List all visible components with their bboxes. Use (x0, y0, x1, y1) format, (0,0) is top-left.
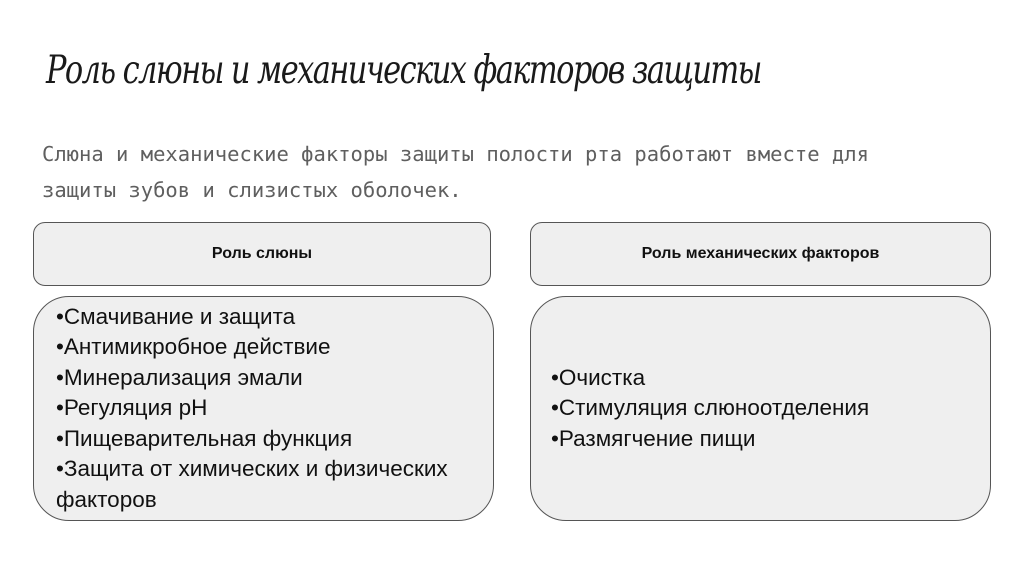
list-item: •Стимуляция слюноотделения (551, 395, 870, 421)
mechanical-factors-header (530, 222, 991, 286)
mechanical-factors-list (530, 296, 991, 521)
list-item: •Минерализация эмали (56, 364, 303, 390)
list-item: •Регуляция pH (56, 395, 208, 421)
saliva-role-list (33, 296, 494, 521)
saliva-role-heading: Роль слюны (211, 245, 313, 262)
slide-title: Роль слюны и механических факторов защиты (46, 48, 761, 93)
list-item: •Защита от химических и физических факторов (56, 456, 448, 512)
saliva-role-header (33, 222, 491, 286)
list-item: •Размягчение пищи (551, 425, 756, 451)
list-item: •Пищеварительная функция (56, 425, 353, 451)
mechanical-factors-heading: Роль механических факторов (641, 245, 880, 262)
slide-subtitle: Слюна и механические факторы защиты полости рта работают вместе для защиты зубов и слизистых оболочек. (42, 142, 869, 202)
list-item: •Смачивание и защита (56, 303, 296, 329)
list-item: •Антимикробное действие (56, 334, 331, 360)
list-item: •Очистка (551, 364, 646, 390)
